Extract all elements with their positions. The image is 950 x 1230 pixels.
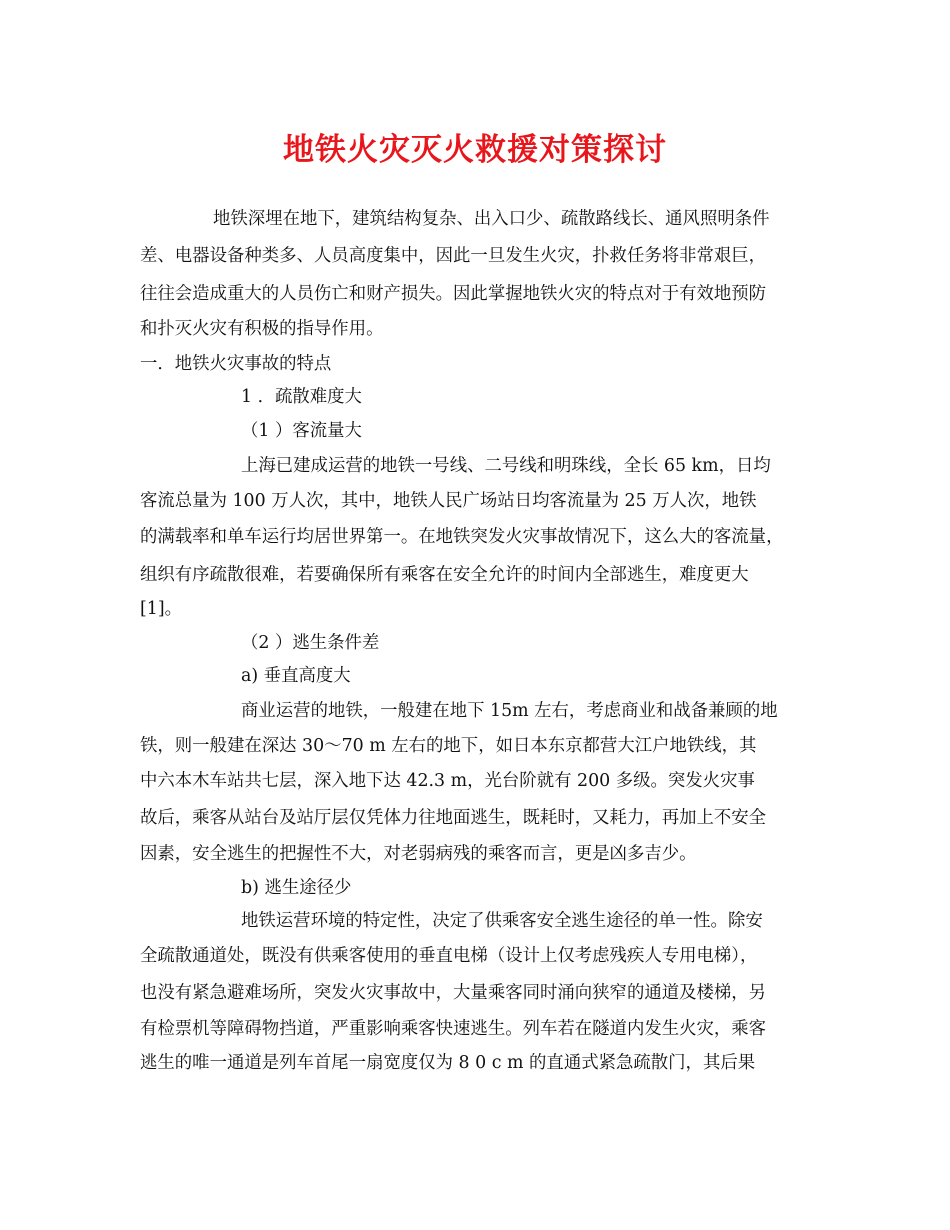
paragraph-line: [1]。: [140, 599, 183, 619]
paragraph-line: 地铁运营环境的特定性，决定了供乘客安全逃生途径的单一性。除安: [241, 911, 763, 931]
paragraph-line: 地铁深埋在地下，建筑结构复杂、出入口少、疏散路线长、通风照明条件: [213, 209, 770, 229]
paragraph-line: 铁，则一般建在深达 30～70 m 左右的地下，如日本东京都营大江户地铁线，其: [140, 736, 757, 756]
subsection-heading: 1 ．疏散难度大: [241, 387, 362, 407]
item-heading: a) 垂直高度大: [241, 666, 351, 686]
paragraph-line: 故后，乘客从站台及站厅层仅凭体力往地面逃生，既耗时，又耗力，再加上不安全: [140, 808, 767, 828]
paragraph-line: 的满载率和单车运行均居世界第一。在地铁突发火灾事故情况下，这么大的客流量，: [140, 527, 784, 547]
paragraph-line: 上海已建成运营的地铁一号线、二号线和明珠线，全长 65 km，日均: [241, 456, 771, 476]
paragraph-line: 逃生的唯一通道是列车首尾一扇宽度仅为 8 0 c m 的直通式紧急疏散门，其后果: [140, 1053, 756, 1073]
paragraph-line: 也没有紧急避难场所，突发火灾事故中，大量乘客同时涌向狭窄的通道及楼梯，另: [140, 983, 767, 1003]
section-heading: 一．地铁火灾事故的特点: [140, 354, 332, 374]
paragraph-line: 有检票机等障碍物挡道，严重影响乘客快速逃生。列车若在隧道内发生火灾，乘客: [140, 1019, 767, 1039]
document-title: 地铁火灾灭火救援对策探讨: [283, 132, 667, 168]
paragraph-line: 中六本木车站共七层，深入地下达 42.3 m，光台阶就有 200 多级。突发火灾事: [140, 771, 755, 791]
paragraph-line: 商业运营的地铁，一般建在地下 15m 左右，考虑商业和战备兼顾的地: [241, 701, 778, 721]
paragraph-line: 组织有序疏散很难，若要确保所有乘客在安全允许的时间内全部逃生，难度更大: [140, 565, 749, 585]
paragraph-line: 全疏散通道处，既没有供乘客使用的垂直电梯（设计上仅考虑残疾人专用电梯），: [140, 946, 758, 966]
subsection-heading: （1 ）客流量大: [241, 421, 362, 441]
paragraph-line: 差、电器设备种类多、人员高度集中，因此一旦发生火灾，扑救任务将非常艰巨，: [140, 246, 767, 266]
subsection-heading: （2 ）逃生条件差: [241, 633, 380, 653]
paragraph-line: 往往会造成重大的人员伤亡和财产损失。因此掌握地铁火灾的特点对于有效地预防: [140, 284, 767, 304]
paragraph-line: 和扑灭火灾有积极的指导作用。: [140, 319, 384, 339]
paragraph-line: 因素，安全逃生的把握性不大，对老弱病残的乘客而言，更是凶多吉少。: [140, 844, 697, 864]
paragraph-line: 客流总量为 100 万人次，其中，地铁人民广场站日均客流量为 25 万人次，地铁: [140, 491, 757, 511]
item-heading: b) 逃生途径少: [241, 878, 352, 898]
